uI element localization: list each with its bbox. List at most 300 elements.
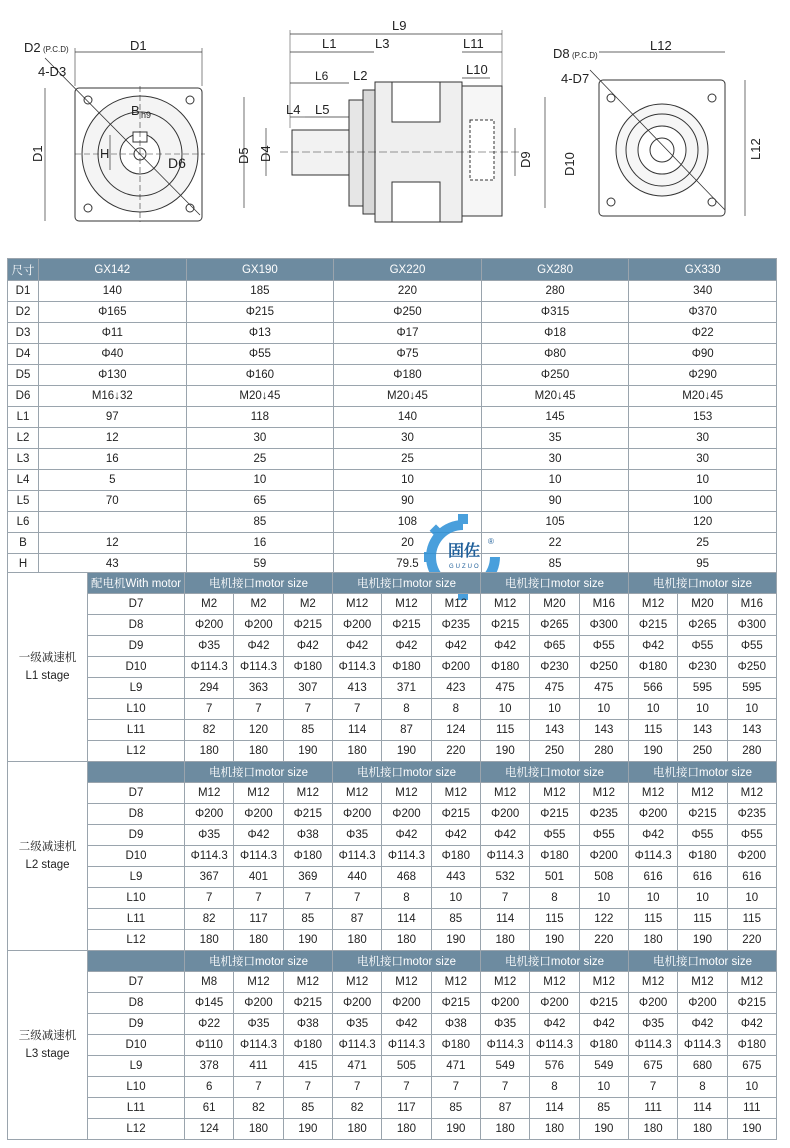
table-cell: 7 (234, 699, 283, 720)
table-cell: 180 (382, 1119, 431, 1140)
table-cell: 180 (628, 1119, 677, 1140)
label-d2: D2 (24, 40, 41, 55)
table-row (8, 512, 777, 533)
table-cell: 180 (382, 930, 431, 951)
table-cell: Φ215 (480, 615, 529, 636)
table-row (8, 972, 777, 993)
table-cell: 220 (727, 930, 776, 951)
table-cell: 25 (334, 449, 482, 470)
table-cell: Φ200 (579, 846, 628, 867)
table-cell: Φ235 (727, 804, 776, 825)
table-cell: 595 (727, 678, 776, 699)
table-cell: 143 (579, 720, 628, 741)
side-view (244, 30, 545, 222)
table-cell: 122 (579, 909, 628, 930)
table-cell: 180 (185, 741, 234, 762)
table-row (8, 470, 777, 491)
label-d10: D10 (562, 152, 577, 176)
table-cell: 10 (579, 888, 628, 909)
table-cell: Φ200 (185, 804, 234, 825)
label-l12-side: L12 (748, 138, 763, 160)
table-cell: Φ35 (480, 1014, 529, 1035)
table-cell: M12 (382, 972, 431, 993)
table-cell: Φ180 (283, 657, 332, 678)
model-header: GX142 (39, 259, 187, 281)
label-l2: L2 (353, 68, 368, 83)
table-cell: 8 (382, 888, 431, 909)
table-cell: Φ215 (431, 804, 480, 825)
table-cell: 10 (579, 699, 628, 720)
table-cell: 25 (186, 449, 334, 470)
table-cell: 118 (186, 407, 334, 428)
table-row (8, 930, 777, 951)
table-cell: 180 (480, 930, 529, 951)
table-cell: Φ230 (678, 657, 727, 678)
table-cell: Φ42 (480, 825, 529, 846)
motor-size-header: 电机接口motor size (628, 951, 776, 972)
table-cell: Φ42 (431, 636, 480, 657)
table-cell: Φ42 (234, 825, 283, 846)
table-cell: 82 (185, 720, 234, 741)
table-cell: M16 (727, 594, 776, 615)
table-row (8, 407, 777, 428)
table-cell: Φ35 (332, 1014, 381, 1035)
table-cell: Φ180 (530, 846, 579, 867)
table-cell: Φ235 (431, 615, 480, 636)
row-label: D10 (88, 657, 185, 678)
table-cell: M16 (579, 594, 628, 615)
dimension-table-body (8, 281, 777, 575)
table-cell: Φ215 (678, 804, 727, 825)
table-cell: 190 (727, 1119, 776, 1140)
table-cell: 10 (431, 888, 480, 909)
table-cell: 114 (480, 909, 529, 930)
table-cell: M12 (480, 594, 529, 615)
table-cell: 115 (628, 909, 677, 930)
row-label: L10 (88, 699, 185, 720)
table-cell: M12 (727, 972, 776, 993)
table-cell: 22 (481, 533, 629, 554)
table-row (8, 428, 777, 449)
row-label: L12 (88, 1119, 185, 1140)
table-row (8, 636, 777, 657)
table-cell: 153 (629, 407, 777, 428)
table-cell: 443 (431, 867, 480, 888)
table-cell: Φ114.3 (234, 1035, 283, 1056)
table-cell: 30 (334, 428, 482, 449)
table-cell: Φ114.3 (628, 1035, 677, 1056)
table-cell: 16 (186, 533, 334, 554)
table-cell: 85 (481, 554, 629, 575)
table-cell: 10 (678, 699, 727, 720)
table-cell: 180 (234, 1119, 283, 1140)
table-row (8, 533, 777, 554)
table-cell: Φ265 (530, 615, 579, 636)
table-cell: Φ17 (334, 323, 482, 344)
table-cell: M12 (431, 783, 480, 804)
table-cell: M20↓45 (481, 386, 629, 407)
table-cell: 616 (628, 867, 677, 888)
table-cell: Φ215 (382, 615, 431, 636)
table-cell: 415 (283, 1056, 332, 1077)
stage-name-en: L2 stage (25, 859, 70, 871)
table-cell: 190 (382, 741, 431, 762)
label-d9: D9 (518, 151, 533, 168)
row-label: L10 (88, 888, 185, 909)
table-cell: 8 (530, 1077, 579, 1098)
row-label: L3 (8, 449, 39, 470)
row-label: B (8, 533, 39, 554)
table-cell: 115 (678, 909, 727, 930)
table-cell: Φ215 (530, 804, 579, 825)
motor-size-header: 电机接口motor size (480, 573, 628, 594)
table-cell: M12 (431, 972, 480, 993)
table-cell: Φ13 (186, 323, 334, 344)
table-cell: 505 (382, 1056, 431, 1077)
table-cell: Φ114.3 (234, 846, 283, 867)
table-cell: 97 (39, 407, 187, 428)
table-cell: M20↓45 (186, 386, 334, 407)
table-cell: 250 (678, 741, 727, 762)
table-cell: Φ180 (334, 365, 482, 386)
row-label: D7 (88, 594, 185, 615)
svg-text:固佐: 固佐 (448, 541, 481, 560)
table-cell: 85 (283, 909, 332, 930)
table-cell: Φ35 (332, 825, 381, 846)
table-cell: 8 (530, 888, 579, 909)
blank-header (88, 951, 185, 972)
table-row (8, 783, 777, 804)
label-d6: D6 (168, 155, 186, 171)
stage-name-en: L3 stage (25, 1048, 70, 1060)
row-label: L12 (88, 930, 185, 951)
stage-name-cn: 三级减速机 (18, 1030, 77, 1042)
table-cell: Φ265 (678, 615, 727, 636)
technical-drawing (0, 0, 790, 250)
table-cell: M2 (185, 594, 234, 615)
table-cell: 369 (283, 867, 332, 888)
table-cell: 16 (39, 449, 187, 470)
table-cell: Φ75 (334, 344, 482, 365)
table-cell: Φ42 (332, 636, 381, 657)
stage-name-cn: 二级减速机 (18, 841, 77, 853)
stage-header-row (8, 951, 777, 972)
row-label: L9 (88, 1056, 185, 1077)
label-h: H (100, 146, 110, 161)
table-cell: 180 (480, 1119, 529, 1140)
blank-header (88, 762, 185, 783)
table-cell: 114 (382, 909, 431, 930)
table-cell: 70 (39, 491, 187, 512)
table-cell: 220 (334, 281, 482, 302)
model-header: GX280 (481, 259, 629, 281)
table-cell: Φ215 (283, 804, 332, 825)
table-cell: Φ180 (628, 657, 677, 678)
table-cell: Φ215 (431, 993, 480, 1014)
table-cell: 307 (283, 678, 332, 699)
table-cell: 100 (629, 491, 777, 512)
label-pcd: (P.C.D) (43, 45, 69, 54)
table-cell: 10 (480, 699, 529, 720)
label-d8: D8 (553, 46, 570, 61)
table-row (8, 386, 777, 407)
table-cell: 180 (332, 930, 381, 951)
table-cell: M12 (579, 783, 628, 804)
table-cell: 440 (332, 867, 381, 888)
row-label: L1 (8, 407, 39, 428)
row-label: L11 (88, 720, 185, 741)
table-cell: 143 (727, 720, 776, 741)
table-cell: 115 (480, 720, 529, 741)
row-label: L5 (8, 491, 39, 512)
table-row (8, 678, 777, 699)
label-d8-pcd: (P.C.D) (572, 51, 598, 60)
table-cell: Φ55 (678, 636, 727, 657)
table-cell: 7 (185, 699, 234, 720)
corner-cell: 尺寸 (8, 259, 39, 281)
label-l4: L4 (286, 102, 301, 117)
table-cell: Φ114.3 (382, 1035, 431, 1056)
table-cell: 90 (334, 491, 482, 512)
table-cell: 378 (185, 1056, 234, 1077)
table-cell: 180 (530, 1119, 579, 1140)
table-cell: 190 (431, 1119, 480, 1140)
table-cell: 7 (431, 1077, 480, 1098)
table-row (8, 1098, 777, 1119)
svg-text:®: ® (488, 537, 494, 546)
table-cell: 10 (579, 1077, 628, 1098)
table-cell: Φ42 (431, 825, 480, 846)
table-cell: Φ180 (480, 657, 529, 678)
table-cell: M20 (530, 594, 579, 615)
front-view (45, 48, 205, 222)
table-cell: 423 (431, 678, 480, 699)
table-cell: 190 (530, 930, 579, 951)
svg-text:GUZUO: GUZUO (449, 564, 481, 570)
table-cell: Φ215 (628, 615, 677, 636)
table-cell: Φ35 (185, 636, 234, 657)
table-cell: 294 (185, 678, 234, 699)
table-cell: 114 (678, 1098, 727, 1119)
table-cell: M12 (234, 972, 283, 993)
table-cell: 595 (678, 678, 727, 699)
table-row (8, 720, 777, 741)
table-cell: Φ200 (480, 804, 529, 825)
table-cell: 108 (334, 512, 482, 533)
table-cell: Φ370 (629, 302, 777, 323)
table-cell (39, 512, 187, 533)
table-cell: 143 (678, 720, 727, 741)
label-l10: L10 (466, 62, 488, 77)
table-cell: 85 (283, 720, 332, 741)
table-cell: 10 (628, 699, 677, 720)
table-row (8, 993, 777, 1014)
table-cell: 508 (579, 867, 628, 888)
table-cell: Φ180 (579, 1035, 628, 1056)
table-cell: 30 (186, 428, 334, 449)
table-cell: 190 (283, 930, 332, 951)
table-cell: Φ200 (530, 993, 579, 1014)
table-cell: Φ315 (481, 302, 629, 323)
table-cell: 10 (727, 699, 776, 720)
label-l9: L9 (392, 18, 407, 33)
table-cell: Φ200 (332, 615, 381, 636)
table-cell: 65 (186, 491, 334, 512)
table-cell: Φ300 (579, 615, 628, 636)
table-cell: M12 (382, 783, 431, 804)
model-header: GX220 (334, 259, 482, 281)
table-cell: 87 (332, 909, 381, 930)
table-cell: 115 (628, 720, 677, 741)
table-cell: 7 (283, 1077, 332, 1098)
table-cell: 7 (283, 888, 332, 909)
label-d7: 4-D7 (561, 71, 590, 86)
table-cell: 61 (185, 1098, 234, 1119)
table-cell: 280 (579, 741, 628, 762)
table-cell: 8 (678, 1077, 727, 1098)
motor-table (7, 572, 777, 1140)
table-cell: 115 (530, 909, 579, 930)
table-cell: 85 (431, 909, 480, 930)
table-cell: 90 (481, 491, 629, 512)
table-cell: 111 (628, 1098, 677, 1119)
row-label: L10 (88, 1077, 185, 1098)
table-cell: 190 (480, 741, 529, 762)
table-row (8, 365, 777, 386)
table-cell: Φ42 (579, 1014, 628, 1035)
stage-name-cn: 一级减速机 (18, 652, 77, 664)
table-row (8, 825, 777, 846)
table-cell: M12 (628, 594, 677, 615)
table-cell: Φ114.3 (332, 1035, 381, 1056)
table-cell: Φ145 (185, 993, 234, 1014)
table-cell: 532 (480, 867, 529, 888)
row-label: D3 (8, 323, 39, 344)
table-cell: 190 (678, 930, 727, 951)
table-cell: 25 (629, 533, 777, 554)
table-cell: M20↓45 (629, 386, 777, 407)
table-cell: 549 (480, 1056, 529, 1077)
motor-size-header: 电机接口motor size (332, 951, 480, 972)
table-cell: Φ55 (579, 825, 628, 846)
label-d3: 4-D3 (38, 64, 67, 79)
table-row (8, 323, 777, 344)
table-cell: M2 (283, 594, 332, 615)
table-cell: 363 (234, 678, 283, 699)
table-cell: Φ160 (186, 365, 334, 386)
label-d1-top: D1 (130, 38, 147, 53)
table-cell: Φ22 (185, 1014, 234, 1035)
table-cell: 114 (530, 1098, 579, 1119)
table-cell: Φ250 (334, 302, 482, 323)
table-cell: Φ55 (579, 636, 628, 657)
table-cell: Φ38 (431, 1014, 480, 1035)
table-cell: Φ200 (234, 615, 283, 636)
label-b-tol: h9 (141, 110, 152, 120)
table-cell: Φ114.3 (382, 846, 431, 867)
row-label: L9 (88, 678, 185, 699)
table-cell: Φ200 (332, 993, 381, 1014)
table-cell: 280 (727, 741, 776, 762)
table-cell: Φ114.3 (480, 846, 529, 867)
table-row (8, 1056, 777, 1077)
table-cell: Φ42 (234, 636, 283, 657)
motor-size-header: 电机接口motor size (185, 951, 333, 972)
table-cell: M12 (628, 783, 677, 804)
table-cell: 85 (431, 1098, 480, 1119)
motor-size-header: 电机接口motor size (480, 762, 628, 783)
table-cell: Φ18 (481, 323, 629, 344)
table-cell: 475 (480, 678, 529, 699)
table-cell: 140 (39, 281, 187, 302)
table-row (8, 699, 777, 720)
table-cell: Φ250 (481, 365, 629, 386)
label-l12: L12 (650, 38, 672, 53)
table-cell: M12 (382, 594, 431, 615)
table-cell: Φ290 (629, 365, 777, 386)
table-cell: M12 (530, 972, 579, 993)
table-row (8, 1035, 777, 1056)
table-cell: Φ114.3 (480, 1035, 529, 1056)
table-cell: Φ42 (283, 636, 332, 657)
table-cell: Φ42 (382, 636, 431, 657)
row-label: L4 (8, 470, 39, 491)
table-cell: 468 (382, 867, 431, 888)
table-row (8, 867, 777, 888)
stage-name-cell (8, 573, 88, 762)
table-cell: 190 (283, 741, 332, 762)
table-cell: Φ110 (185, 1035, 234, 1056)
table-cell: 190 (628, 741, 677, 762)
table-cell: M2 (234, 594, 283, 615)
row-label: D2 (8, 302, 39, 323)
table-cell: Φ180 (727, 1035, 776, 1056)
table-cell: Φ250 (727, 657, 776, 678)
label-l1: L1 (322, 36, 337, 51)
table-cell: Φ114.3 (530, 1035, 579, 1056)
table-cell: 7 (185, 888, 234, 909)
table-cell: Φ200 (185, 615, 234, 636)
table-cell: Φ42 (628, 825, 677, 846)
table-cell: Φ200 (480, 993, 529, 1014)
table-cell: 85 (186, 512, 334, 533)
row-label: D4 (8, 344, 39, 365)
table-cell: Φ42 (727, 1014, 776, 1035)
motor-size-header: 电机接口motor size (185, 573, 333, 594)
table-cell: 471 (332, 1056, 381, 1077)
table-cell: 95 (629, 554, 777, 575)
table-cell: 501 (530, 867, 579, 888)
table-cell: 6 (185, 1077, 234, 1098)
table-cell: Φ42 (628, 636, 677, 657)
table-cell: M20↓45 (334, 386, 482, 407)
row-label: L11 (88, 1098, 185, 1119)
table-cell: 7 (382, 1077, 431, 1098)
table-row (8, 344, 777, 365)
table-row (8, 1119, 777, 1140)
table-cell: Φ200 (382, 993, 431, 1014)
table-cell: 471 (431, 1056, 480, 1077)
table-header-row (8, 259, 777, 281)
table-cell: Φ38 (283, 825, 332, 846)
table-cell: 250 (530, 741, 579, 762)
table-cell: 10 (727, 888, 776, 909)
table-cell: 180 (185, 930, 234, 951)
table-cell: 675 (727, 1056, 776, 1077)
table-cell: 8 (431, 699, 480, 720)
table-cell: 180 (332, 1119, 381, 1140)
table-cell: Φ180 (283, 846, 332, 867)
